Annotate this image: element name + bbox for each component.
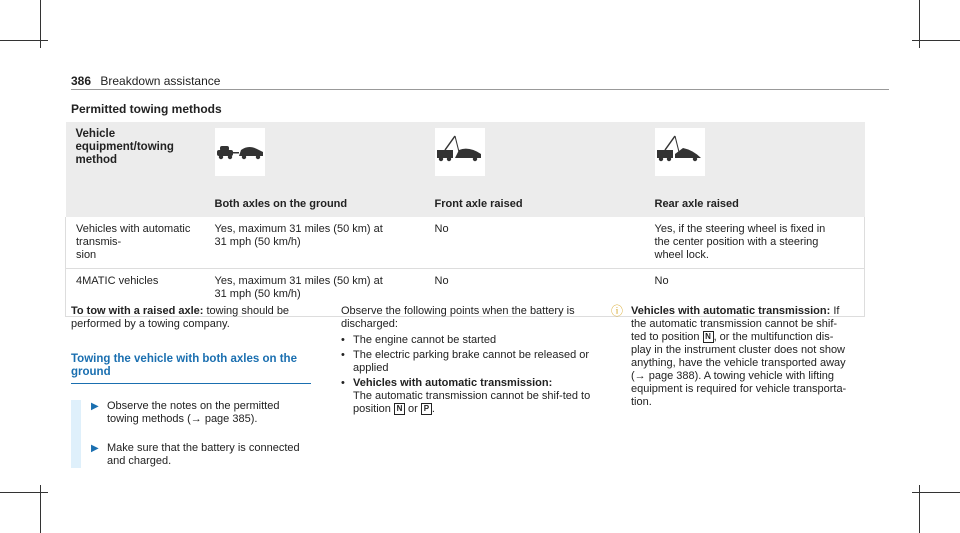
note-text: , or the multifunction dis-play in the instrument cluster does not show anything, have the vehicle transported away ( xyxy=(631,331,846,382)
page-reference-link[interactable]: → page 385 xyxy=(190,413,251,425)
list-item-text: . xyxy=(431,403,435,415)
note-heading: Vehicles with automatic transmission: xyxy=(631,305,831,317)
column-right xyxy=(611,305,851,409)
header-rear-label: Rear axle raised xyxy=(654,198,739,210)
page-number: 386 xyxy=(71,74,92,88)
instruction-steps xyxy=(71,400,311,468)
column-middle xyxy=(341,305,591,418)
section-subheading: Towing the vehicle with both axles on the ground xyxy=(71,353,311,384)
info-icon: ⓘ xyxy=(611,304,624,318)
list-item-text: The automatic transmission cannot be shif-ted to position xyxy=(353,390,591,415)
page-reference-link[interactable]: → page 388 xyxy=(634,370,695,382)
list-item-text: or xyxy=(404,403,421,415)
bullet-icon: • xyxy=(341,349,345,361)
list-item-text: The engine cannot be started xyxy=(353,334,497,346)
list-item xyxy=(341,334,591,347)
tow-truck-front-raised-icon xyxy=(435,128,485,176)
list-item-heading: Vehicles with automatic transmission: xyxy=(353,377,553,389)
section-title: Breakdown assistance xyxy=(100,74,221,88)
header-equipment: Vehicle equipment/towing method xyxy=(66,122,205,217)
raised-axle-text: towing should be performed by a towing company. xyxy=(71,305,290,330)
bullet-icon: • xyxy=(341,334,345,346)
bullet-icon: • xyxy=(341,377,345,389)
note-text: If the automatic transmission cannot be shif-ted to position xyxy=(631,305,840,343)
table-row xyxy=(66,217,865,269)
towing-methods-table xyxy=(65,122,865,317)
tow-truck-rear-raised-icon xyxy=(655,128,705,176)
list-item-text: The electric parking brake cannot be released or applied xyxy=(353,349,590,374)
step-arrow-icon: ▶ xyxy=(91,443,99,454)
car-towed-icon xyxy=(215,128,265,176)
page-header xyxy=(71,74,220,88)
cell-rear: Yes, if the steering wheel is fixed in the center position with a steering wheel lock. xyxy=(645,217,865,269)
step-text: ). xyxy=(250,413,258,425)
column-left xyxy=(71,305,311,484)
instruction-step xyxy=(91,400,311,426)
cell-front: No xyxy=(425,217,645,269)
header-divider xyxy=(71,89,889,90)
step-text: Observe the notes on the permitted towing methods ( xyxy=(107,400,280,425)
info-note xyxy=(611,305,851,409)
cell-both: Yes, maximum 31 miles (50 km) at 31 mph (50 km/h) xyxy=(205,217,425,269)
header-both-axles xyxy=(205,122,425,217)
crop-mark xyxy=(0,492,48,493)
header-front-label: Front axle raised xyxy=(434,198,523,210)
battery-intro: Observe the following points when the battery is discharged: xyxy=(341,305,575,330)
battery-bullet-list xyxy=(341,334,591,416)
table-title: Permitted towing methods xyxy=(71,102,222,116)
gear-n-icon: N xyxy=(394,403,405,415)
raised-axle-heading: To tow with a raised axle: xyxy=(71,305,204,317)
cell-front: No xyxy=(425,269,645,317)
header-both-label: Both axles on the ground xyxy=(214,198,348,210)
crop-mark xyxy=(0,40,48,41)
list-item xyxy=(341,349,591,375)
step-text: Make sure that the battery is connected and charged. xyxy=(107,442,300,467)
raised-axle-paragraph xyxy=(71,305,311,331)
instruction-step xyxy=(91,442,311,468)
header-rear-raised xyxy=(645,122,865,217)
cell-rear: No xyxy=(645,269,865,317)
cell-both: Yes, maximum 31 miles (50 km) at 31 mph (50 km/h) xyxy=(205,269,425,317)
cell-equipment: 4MATIC vehicles xyxy=(66,269,205,317)
gear-p-icon: P xyxy=(421,403,432,415)
crop-mark xyxy=(912,492,960,493)
crop-mark xyxy=(912,40,960,41)
list-item xyxy=(341,377,591,416)
gear-n-icon: N xyxy=(703,331,714,343)
header-front-raised xyxy=(425,122,645,217)
cell-equipment: Vehicles with automatic transmis- sion xyxy=(66,217,205,269)
step-arrow-icon: ▶ xyxy=(91,401,99,412)
note-text: ). A towing vehicle with lifting equipment is required for vehicle transporta-tion. xyxy=(631,370,847,408)
